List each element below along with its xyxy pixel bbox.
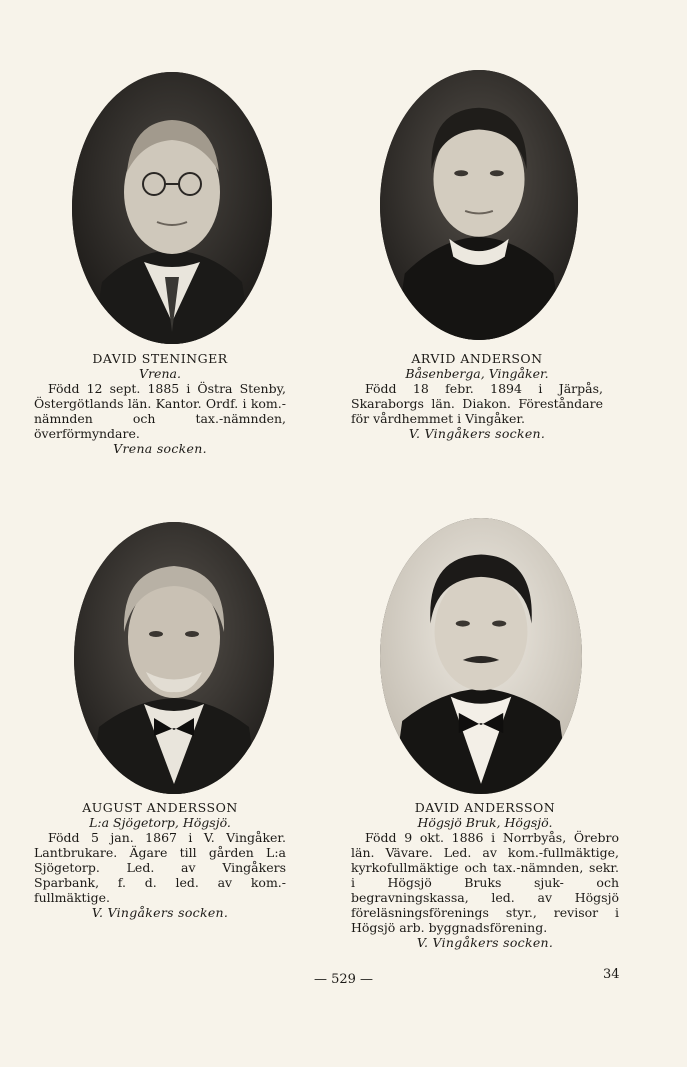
person-place: Högsjö Bruk, Högsjö.	[417, 815, 553, 830]
person-place: L:a Sjögetorp, Högsjö.	[89, 815, 231, 830]
person-parish: Vrena socken.	[113, 441, 207, 456]
portrait-arvid-anderson	[380, 70, 578, 340]
person-description: Född 5 jan. 1867 i V. Vingåker. Lantbrukare. Ägare till gården L:a Sjögetorp. Led. av Vingåkers Sparbank, f. d. led. av kom.-fullmäktige.	[34, 830, 286, 905]
person-place: Vrena.	[139, 366, 181, 381]
person-name: ARVID ANDERSON	[411, 351, 543, 366]
portrait-august-andersson	[74, 522, 274, 794]
person-name: DAVID STENINGER	[92, 351, 228, 366]
portrait-david-steninger	[72, 72, 272, 344]
person-description: Född 9 okt. 1886 i Norrbyås, Örebro län. Vävare. Led. av kom.-fullmäktige, kyrkofullmäktige och tax.-nämnden, sekr. i Högsjö Bruks sjuk- och begravningskassa, led. av Högsjö föreläsningsförenings styr., revisor i Högsjö arb. byggnadsförening.	[351, 830, 619, 935]
bio-david-andersson	[351, 800, 619, 950]
bio-august-andersson	[34, 800, 286, 920]
person-parish: V. Vingåkers socken.	[91, 905, 229, 920]
person-parish: V. Vingåkers socken.	[416, 935, 554, 950]
person-description: Född 12 sept. 1885 i Östra Stenby, Östergötlands län. Kantor. Ordf. i kom.-nämnden och tax.-nämnden, överförmyndare.	[34, 381, 286, 441]
person-name: DAVID ANDERSSON	[414, 800, 556, 815]
person-parish: V. Vingåkers socken.	[408, 426, 546, 441]
person-place: Båsenberga, Vingåker.	[405, 366, 549, 381]
bio-david-steninger	[34, 351, 286, 456]
bio-arvid-anderson	[351, 351, 603, 441]
signature-mark: 34	[603, 967, 620, 982]
page-number: — 529 —	[313, 972, 374, 987]
portrait-david-andersson	[380, 518, 582, 794]
person-name: AUGUST ANDERSSON	[82, 800, 238, 815]
person-description: Född 18 febr. 1894 i Järpås, Skaraborgs län. Diakon. Föreståndare för vårdhemmet i Vingåker.	[351, 381, 603, 426]
